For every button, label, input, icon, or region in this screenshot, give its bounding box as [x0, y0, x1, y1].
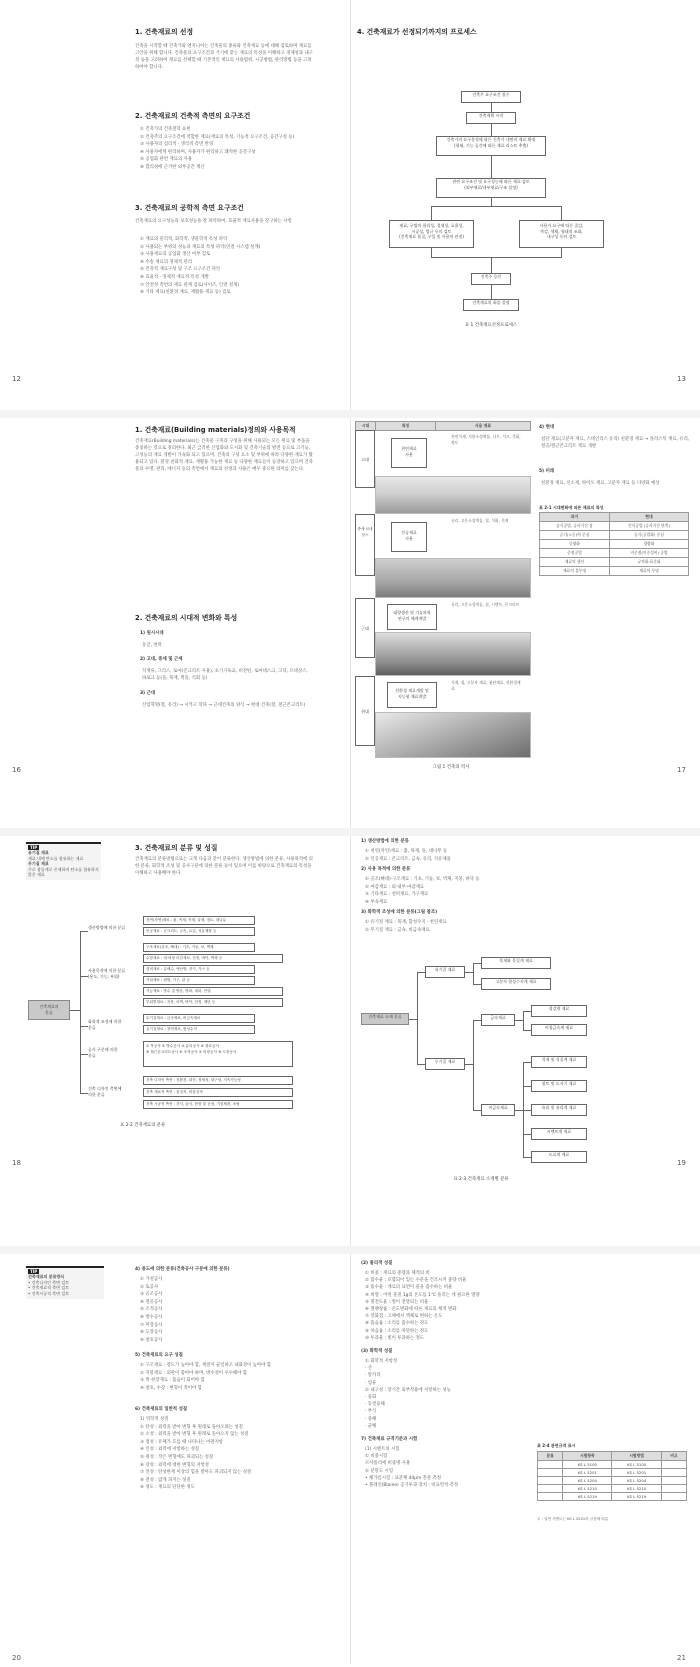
tree-connector [80, 976, 88, 977]
list-item: ⑥ 효율적 · 경제적 재료적 특성 개발 [140, 274, 209, 280]
list-item: ⑧ 기타 재료(친환경 재료, 재활용 재료 등) 검토 [140, 290, 231, 296]
list-item: · 균해 [365, 1423, 377, 1429]
era-label: 고대 [355, 430, 375, 488]
table-cell: KS L 5204 [563, 1477, 612, 1485]
table-cell: 공기(노동)력 중심 [540, 531, 610, 540]
tree-connector [70, 1010, 80, 1011]
list-item: ④ 인성 : 외력에 저항하는 성질 [140, 1447, 200, 1453]
list-item: ② 소성 : 외력을 받아 변형 후 원래로 돌아오지 않는 성질 [140, 1432, 249, 1438]
requirement-list [140, 126, 315, 172]
era-materials: 석재, 철, 고분자 재료, 첨단재료, 친환경재료 [451, 680, 521, 691]
table-row [540, 567, 689, 576]
list-item: · 동결융해 [365, 1402, 385, 1408]
page-13 [350, 0, 700, 410]
photo-contemporary-building [375, 712, 531, 758]
table-cell: KS L 5219 [612, 1493, 661, 1501]
list-item: ③ 사용재료의 공업화 생산 여부 검토 [140, 252, 211, 258]
tip-item: • 건축시공적 측면 검토 [28, 1290, 69, 1296]
tree-leaf: 구조재료(골조, 뼈대) : 기초, 기둥, 보, 벽체 [143, 943, 255, 952]
table-header: 시대 [356, 422, 376, 431]
tree-connector [515, 1020, 523, 1021]
tree-connector [473, 1110, 481, 1111]
table-cell: 습식공법, 공사기간 장 [540, 522, 610, 531]
list-item: ⑨ 창호공사 [140, 1337, 163, 1343]
tip-item: • 건축재료적 측면 검토 [28, 1285, 69, 1291]
section-text: 건축을 시작할 때 건축가와 엔지니어는 건축물의 종류와 건축재료 등에 대해 검토하며 재료를 고안을 위해 합니다. 건축물의 요구조건과 거기에 맞는 재료의 특성을 이해하고 경제성과 내구성 등을 고려하여 재료를 선택할 때 기본적인 재료의 사용범위, 시공방법, 관리방법 등을 고려하여야 합니다. [135, 44, 313, 71]
tree-leaf: 부위별재료 : 지붕, 외벽, 바닥, 천정, 계단 등 [143, 998, 283, 1007]
tree-leaf: 도료계 재료 [531, 1151, 587, 1163]
subsection-text: 친환경 재료, 신소재, 바이오 재료, 고분자 재료 등 다양화 예상 [541, 481, 660, 486]
table-row [538, 1493, 687, 1501]
tree-connector [473, 984, 481, 985]
list-item: ① 탄성 : 외력을 받아 변형 후 원래로 돌아오려는 성질 [140, 1424, 243, 1430]
list-item: ⑨ 차음률 : 소리를 차단하는 정도 [365, 1328, 429, 1334]
list-item: · 풍화 [365, 1395, 377, 1401]
era-label: 중세·르네상스 [355, 514, 375, 576]
subsection-title: 7) 건축재료 규격기준과 시험 [361, 1437, 418, 1442]
tree-connector [417, 972, 418, 1064]
tip-item: 무기질 재료 [28, 861, 49, 867]
table-row [540, 531, 689, 540]
tree-branch: 건축 디자인 측면에 의한 분류 [88, 1086, 140, 1102]
list-item: ① 천연(자연)재료 : 흙, 목재, 돌, 대나무 등 [365, 849, 448, 854]
tree-leaf: 철강계 재료 [531, 1005, 587, 1017]
figure-caption: 표 2-2 건축재료의 분류 [120, 1123, 166, 1128]
section-title: 4. 건축재료가 선정되기까지의 프로세스 [357, 28, 477, 36]
era-label: 근대 [355, 598, 375, 658]
table-cell: 규격화·표준화 [609, 558, 688, 567]
tip-item: • 건축디자인 측면 검토 [28, 1279, 69, 1285]
list-item: ① 가설공사 [140, 1277, 163, 1282]
tree-connector [417, 1064, 425, 1065]
list-item: ② 인공재료 : 콘크리트, 금속, 유리, 석유제품 [365, 856, 451, 862]
era-materials: 유리, 고온소성벽돌, 철, 시멘트, 콘크리트 [451, 602, 520, 607]
page-number: 19 [677, 1159, 686, 1167]
spread-2 [0, 418, 700, 828]
tip-item: 유기질 재료 [28, 850, 49, 856]
tree-leaf: 설비재료 : 급배수, 냉난방, 전기, 가스 등 [143, 965, 255, 974]
usage-list [140, 1276, 310, 1344]
list-item: ② 건축주의 요구조건에 적합한 재료(재료의 특성, 기능적 요구조건, 공간구성 등) [140, 134, 295, 140]
photo-pyramids [375, 476, 531, 514]
flow-step: 건축가의 요구분석에 따른 건축가 내면의 재료 확정 (형태, 기능 공간에 따른 재료 리스트 추출) [436, 136, 546, 156]
list-item: ④ 부속재료 [365, 899, 388, 905]
table-cell: KS L 5219 [563, 1493, 612, 1501]
list-item: ③ 사용자의 심리적 · 생리적 측면 반영 [140, 142, 214, 148]
list-item: ⑥ 방수공사 [140, 1314, 163, 1320]
subsection-text: 석재류, 그리스, 로마(콘크리트 사용), 초기기독교, 비잔틴, 로마네스크, 고딕, 르네상스, 바로크 등(돌, 목재, 벽돌, 석회 등) [142, 669, 308, 682]
list-item: • 체가름시험 : 표준체 44μm 잔분 측정 [365, 1475, 441, 1481]
table-title: 표 2-4 관련규격 표시 [537, 1443, 576, 1448]
section-text: 건축재료(Building materials)는 건축물 구축과 구성을 위해 사용되는 모든 원료 및 부품을 총칭하는 것으로 정의한다. 최근 급격한 산업화와 도시화 및 건축기술의 발전 등으로 고기능, 고성능의 재료 개발이 가속화 되고 있으며, 건축의 구성 요소 및 부위에 따라 다양한 재료가 활용되고 있다. 환경 친화적 재료, 재활용 가능한 재료 등 다양한 재료들이 등장하고 있으며 건축물의 수명, 관리, 에너지 등의 측면에서 재료의 선정과 사용은 매우 중요한 의미를 갖는다. [135, 439, 313, 473]
subsection-text: 산업혁명(철, 유리) → 시카고 학파 → 근대건축의 양식 → 현대 건축(철, 철근콘크리트) [142, 703, 306, 708]
section-title: 1. 건축재료의 선정 [135, 28, 194, 36]
page-number: 20 [12, 1654, 21, 1662]
tree-leaf: 수장재료 : 내·외장 마감재료, 천정, 바닥, 벽체 등 [143, 954, 283, 963]
list-item: ② 마감재료 : 외·내부 마감재료 [365, 884, 425, 890]
property-list [365, 1270, 565, 1342]
list-item: ② 지붕재료 : 외관이 좋아야 하며, 방수성이 우수해야 함 [140, 1370, 248, 1376]
tree-branch: 사용목적에 의한 분류 (용도, 기능, 부위) [88, 968, 140, 986]
list-item: ⑤ 건축적 재료구성 및 구조 요구조건 파악 [140, 267, 221, 273]
classification-list [365, 876, 545, 906]
spread-4 [0, 1254, 700, 1667]
tree-branch: 공사 구분에 의한 분류 [88, 1047, 140, 1063]
flow-step: 건축주 승인 [471, 273, 511, 285]
list-item: ⑧ 흡음률 : 소리를 흡수하는 정도 [365, 1321, 429, 1327]
flow-connector [431, 206, 561, 207]
era-feature: 친환경 재료개발 및 지능형 재료개발 [387, 682, 437, 708]
tree-connector [523, 1011, 524, 1030]
list-item: ① 골조(뼈대)·구조재료 : 기초, 기둥, 보, 벽체, 지붕, 바닥 등 [365, 877, 480, 882]
tree-connector [465, 972, 473, 973]
property-list [365, 1358, 565, 1430]
list-item: ⑧ 전성 : 얇게 펴지는 성질 [140, 1477, 191, 1483]
subsection-title: 2) 고대, 중세 및 근세 [140, 657, 183, 662]
flow-connector [491, 124, 492, 136]
table-cell: KS L 5204 [612, 1477, 661, 1485]
tree-node: 금속재료 [481, 1014, 515, 1026]
subsection-title: 6) 건축재료의 일반적 성질 [135, 1407, 188, 1412]
figure-caption: 표 2-3 건축재료 소재별 분류 [453, 1177, 509, 1182]
table-header: 분류 [538, 1452, 563, 1461]
page-number: 16 [12, 766, 21, 774]
page-20 [0, 1254, 350, 1664]
table-row [540, 540, 689, 549]
tree-branch: 화학적 조성에 의한 분류 [88, 1019, 140, 1035]
list-item: ② 내구성 : 장기간 외부작용에 저항하는 성능 [365, 1387, 451, 1393]
flow-connector [431, 257, 562, 258]
tree-leaf: 시멘트계 재료 [531, 1128, 587, 1140]
list-item: ② 사용되는 부위의 성능과 재료의 특성 파악(연결 시스템 설계) [140, 244, 261, 250]
subsection-title: 2) 사용 목적에 의한 분류 [361, 867, 411, 872]
subsection-title: 4) 현대 [539, 425, 555, 430]
page-19 [350, 836, 700, 1246]
tree-leaf: 석재 및 석질계 재료 [531, 1056, 587, 1068]
subsection-title: 3) 화학적 조성에 의한 분류(그림 참조) [361, 910, 438, 915]
era-feature: 인공재료 사용 [391, 522, 427, 552]
list-item: ⑤ 공업화 관련 재료의 사용 [140, 157, 192, 163]
subsection-title: 1) 생산방법에 의한 분류 [361, 839, 409, 844]
table-title: 표 2-1 시대변화에 따른 재료의 특성 [539, 505, 604, 510]
tip-item: 건축재료의 분류방식 [28, 1274, 65, 1280]
tip-box [26, 842, 101, 880]
table-row [540, 558, 689, 567]
flow-connector [431, 206, 432, 220]
tree-root: 건축재료 소재 분류 [361, 1013, 409, 1025]
tree-leaf: 유리 및 유리계 재료 [531, 1104, 587, 1116]
table-header: 현대 [609, 513, 688, 522]
flow-step: 재료, 구법의 합리성, 경제성, 효율성, 시공성, 법규 등의 검토 (건축재료 품질, 구입 및 사용처 관점) [389, 220, 474, 248]
subsection-text: 동굴, 천막 [142, 643, 162, 648]
subsection-title: 4) 용도에 의한 분류(건축공사 구분에 의한 분류) [135, 1267, 230, 1272]
flow-connector [561, 248, 562, 257]
table-row [538, 1461, 687, 1469]
list-item: 1) 역학적 성질 [140, 1417, 169, 1422]
table-cell: 재료의 투명 [609, 567, 688, 576]
tree-node: 무기질 재료 [425, 1058, 465, 1070]
tree-leaf: 비철금속계 재료 [531, 1024, 587, 1036]
tree-leaf: 고분자 합성수지계 재료 [481, 978, 551, 990]
list-item: ⑦ 연화점 : 고체에서 액체로 변하는 온도 [365, 1314, 443, 1320]
flow-step: 사용자 요구에 따른 질감, 촉감, 색채, 형태적 조화, 내구성 등의 검토 [519, 220, 604, 248]
tree-connector [523, 1157, 531, 1158]
page-21 [350, 1254, 700, 1664]
list-item: ④ 비열 : 어떤 물질 1g의 온도를 1℃ 올리는 데 필요한 열량 [365, 1292, 480, 1298]
page-18 [0, 836, 350, 1246]
subsection-title: 5) 건축재료의 요구 성질 [135, 1353, 183, 1358]
tree-leaf: 무기질재료 : 금속재료, 비금속재료 [143, 1014, 255, 1023]
list-item: ① 화학적 저항성 [365, 1359, 398, 1364]
era-feature: 천연재료 사용 [391, 438, 427, 468]
list-item: ③ 점성 : 유체가 흐를 때 나타나는 마찰저항 [140, 1439, 224, 1445]
subsection-title: 3) 근대 [140, 691, 156, 696]
table-row [538, 1485, 687, 1493]
subsection-title: 5) 미래 [539, 469, 555, 474]
list-item: ⑥ 합리성에 근거한 외부공간 계산 [140, 164, 205, 170]
table-header: 시험방법 [612, 1452, 661, 1461]
tree-connector [80, 1093, 88, 1094]
tree-connector [465, 1064, 473, 1065]
tree-leaf: 천연(자연)재료 : 흙, 목재, 석재, 골재, 점토, 대나무 [143, 916, 255, 925]
table-cell: 경량화 [609, 540, 688, 549]
list-item: ⑩ 투과율 : 빛이 투과하는 정도 [365, 1335, 425, 1341]
era-feature: 대량생산 및 기술과학 연구의 체계개발 [387, 604, 437, 630]
list-item: ① 비중 : 재료의 중량과 체적의 비 [365, 1271, 430, 1276]
list-item: ① 구조재료 : 강도가 높아야 함, 재질이 균일하고 내화성이 높아야 함 [140, 1363, 272, 1368]
requirement-list [140, 236, 315, 297]
page-number: 13 [677, 375, 686, 383]
subsection-title: 1) 원시시대 [140, 631, 164, 636]
requirement-list [140, 1362, 316, 1392]
table-row [540, 549, 689, 558]
tree-leaf: 인공재료 : 콘크리트, 금속, 요업, 석유제품 등 [143, 927, 255, 936]
table-cell: KS L 5100 [563, 1461, 612, 1469]
flow-step: 관련 요구조건 및 요구성능에 따른 재료 검토 (외부재료/내부재료/구조 설정) [436, 178, 546, 198]
table-row [538, 1477, 687, 1485]
table-header: 시험항목 [563, 1452, 612, 1461]
section-title: 1. 건축재료(Building materials)정의와 사용목적 [135, 426, 296, 434]
era-materials: 천연석재, 지붕소성벽돌, 나무, 석고, 석회, 점토 [451, 434, 521, 445]
test-list [365, 1446, 535, 1489]
list-item: ⑦ 연성 : 탄성한계 이상의 힘을 받아도 파괴되지 않는 성질 [140, 1470, 252, 1476]
section-title: 2. 건축재료의 시대적 변화와 특성 [135, 614, 238, 622]
list-item: ④ 수송 재료의 경제적 관리 [140, 259, 192, 265]
tree-connector [80, 931, 81, 1093]
tree-leaf: 건축 재료적 측면 : 물질적, 비물질적 [143, 1088, 293, 1097]
page-16 [0, 418, 350, 828]
tip-title: TIP [30, 1269, 38, 1274]
list-item: ⑧ 도장공사 [140, 1330, 163, 1336]
classification-list [365, 848, 545, 863]
tree-leaf: ① 목공사 ② 방수공사 ③ 유리공사 ④ 창호공사 ⑤ 철근콘크리트공사 ⑥ 조적공사 ⑦ 미장공사 ⑧ 도장공사 [143, 1041, 293, 1067]
tree-connector [80, 1054, 88, 1055]
page-12 [0, 0, 350, 410]
page-17 [350, 418, 700, 828]
list-item: ① 유기질 재료 : 목재, 합성수지 · 천연재료 [365, 920, 447, 925]
tree-connector [80, 1026, 88, 1027]
spread-1 [0, 0, 700, 410]
tree-connector [523, 1110, 531, 1111]
tree-connector [523, 1134, 531, 1135]
list-item: ⑤ 열전도율 : 열이 전달되는 비율 [365, 1299, 429, 1305]
list-item: ⑥ 강성 : 외력에 대한 변형의 저항성 [140, 1462, 209, 1468]
tree-connector [473, 1020, 474, 1110]
tree-leaf: 점토 및 도자기 재료 [531, 1080, 587, 1092]
tree-connector [80, 931, 88, 932]
list-item: • 블레인(Blaine) 공기투과 장치 : 비표면적 측정 [365, 1483, 459, 1489]
list-item: · 염류 [365, 1380, 377, 1386]
tree-node: 유기질 재료 [425, 966, 465, 978]
list-item: ① 비중시험 [365, 1454, 388, 1460]
tree-leaf: 유기질재료 : 천연재료, 합성수지 [143, 1025, 255, 1034]
tree-branch: 생산방법에 의한 분류 [88, 925, 134, 937]
tree-connector [473, 1020, 481, 1021]
table-cell: KS L 5210 [563, 1485, 612, 1493]
tree-connector [523, 1030, 531, 1031]
table-cell: KS L 5100 [612, 1461, 661, 1469]
section-title: 3. 건축재료의 공학적 측면 요구조건 [135, 204, 244, 212]
list-item: · 산 [365, 1366, 373, 1372]
property-list [140, 1416, 316, 1492]
tree-connector [473, 963, 481, 964]
list-item: ④ 사용자에게 편리하며, 사용자가 편리하고 쾌적한 공간구성 [140, 149, 256, 155]
table-row [540, 522, 689, 531]
list-item: ⑤ 조적공사 [140, 1307, 163, 1313]
table-cell: KS L 5210 [612, 1485, 661, 1493]
table-cell: 재료의 생산 [540, 558, 610, 567]
list-item: · 부식 [365, 1409, 377, 1415]
table-cell: 건식공법 (공사기간 단축) [609, 522, 688, 531]
photo-medieval-buildings [375, 558, 531, 598]
table-cell: 비중점(이중설비) 공법 [609, 549, 688, 558]
photo-modern-buildings [375, 632, 531, 676]
tip-item: 주로 광물계로 존재하며 탄소를 함유하지 않은 재료 [28, 866, 99, 878]
list-item: ⑦ 안전성 측면의 재료 관계 검토(사이즈, 안전 설계) [140, 282, 240, 288]
table-note: 주 : 일반 시멘트는 KS L 5201의 규정에 따름 [537, 1517, 609, 1521]
list-item: ② 토공사 [140, 1284, 159, 1290]
tree-node: 비금속재료 [481, 1104, 515, 1116]
table-cell: 재료의 불투명 [540, 567, 610, 576]
section-title: 3. 건축재료의 분류 및 성질 [135, 844, 218, 852]
list-item: ② 무기질 재료 : 금속, 비금속재료 [365, 927, 430, 933]
tip-title: TIP [30, 845, 38, 850]
list-item: ① 건축가의 건축철학 표현 [140, 127, 191, 132]
tree-connector [515, 1110, 523, 1111]
table-cell: 중점공법 [540, 549, 610, 558]
table-header: 특징 [376, 422, 436, 431]
era-table-header [355, 421, 531, 431]
table-header: 과거 [540, 513, 610, 522]
tip-box [26, 1266, 104, 1299]
list-item: ① 재료의 물리적, 화학적, 생물학적 특성 파악 [140, 237, 228, 242]
list-item: ③ 골조공사 [140, 1292, 163, 1298]
spread-3 [0, 836, 700, 1246]
list-item: 르샤틀리에 비중병 사용 [365, 1461, 411, 1467]
flow-step: 건축계획 시작 [466, 112, 516, 124]
tree-connector [417, 972, 425, 973]
era-comparison-table [539, 512, 689, 576]
list-item: ② 분말도 시험 [365, 1468, 393, 1474]
classification-list [365, 919, 545, 934]
table-row [538, 1469, 687, 1477]
tree-connector [523, 1086, 531, 1087]
list-item: · 알카리 [365, 1373, 381, 1379]
flow-connector [491, 285, 492, 299]
page-number: 12 [12, 375, 21, 383]
flow-connector [491, 257, 492, 273]
subsection-title: (2) 물리적 성질 [361, 1261, 393, 1266]
page-number: 21 [677, 1654, 686, 1662]
section-text: 건축재료의 요구성능과 보호성능을 잘 파악하여, 효율적 재료사용을 강구하는 사항 [135, 219, 292, 224]
flow-connector [491, 156, 492, 178]
era-materials: 유리, 고온소성벽돌, 철, 석회, 석재 [451, 518, 509, 523]
flow-step: 건축주 요구조건 접수 [461, 91, 521, 103]
list-item: ⑤ 취성 : 작은 변형에도 파괴되는 성질 [140, 1454, 214, 1460]
page-number: 18 [12, 1159, 21, 1167]
tree-connector [473, 963, 474, 984]
flow-connector [491, 198, 492, 206]
flow-step: 건축재료의 최종 결정 [463, 299, 519, 311]
list-item: ③ 기타재료 : 설비재료, 가구재료 [365, 892, 429, 898]
table-cell: KS L 5201 [563, 1469, 612, 1477]
tree-leaf: 기타재료 : 접합, 가구, 관 등 [143, 976, 255, 985]
list-item: ④ 철골공사 [140, 1299, 163, 1305]
tree-leaf: 건축 시공적 측면 : 건식, 습식, 현장 및 공장, 기성제품, 조립 [143, 1100, 293, 1109]
list-item: ⑦ 미장공사 [140, 1322, 163, 1328]
tree-root: 건축재료의 분류 [28, 1000, 70, 1020]
list-item: ⑨ 경도 : 재료의 단단한 정도 [140, 1485, 195, 1491]
table-header: 비고 [661, 1452, 686, 1461]
table-header: 사용 재료 [436, 422, 531, 431]
tree-connector [409, 1019, 417, 1020]
list-item: ② 함수율 : 포함되어 있는 수분을 건조시켜 중량 비율 [365, 1278, 467, 1284]
list-item: ④ 창호, 수장 : 변형이 적어야 함 [140, 1385, 202, 1391]
list-item: ⑥ 열팽창률 : 온도변화에 따른 재료의 체적 변화 [365, 1307, 457, 1313]
list-item: ③ 흡수율 : 재료의 표면이 물을 흡수하는 비율 [365, 1285, 453, 1291]
list-item: · 충해 [365, 1416, 377, 1422]
tree-connector [523, 1062, 531, 1063]
table-cell: KS L 5201 [612, 1469, 661, 1477]
subsection-title: (3) 화학적 성질 [361, 1349, 393, 1354]
figure-caption: 그림 1 건축의 역사 [432, 765, 470, 770]
table-cell: 공기(공업화) 중심 [609, 531, 688, 540]
list-item: (1) 시멘트의 시험 [365, 1447, 400, 1452]
flow-connector [431, 248, 432, 257]
tip-item: 재료 내에 탄소를 함유하는 재료 [28, 855, 84, 861]
flow-connector [491, 103, 492, 112]
page-number: 17 [677, 766, 686, 774]
tree-leaf: 기능재료 : 방수 및 방음, 방화, 내화, 단열 [143, 987, 283, 996]
list-item: ③ 벽·천장재료 : 흡음이 되어야 함 [140, 1378, 205, 1384]
subsection-text: 첨단 재료(고분자 재료, 스테인리스 유리) 친환경 재료 → 플라스틱 재료, 유리, 철골/철근콘크리트 재료 개발 [541, 437, 690, 450]
flow-connector [561, 206, 562, 220]
section-title: 2. 건축재료의 건축적 측면의 요구조건 [135, 112, 251, 120]
era-label: 현대 [355, 676, 375, 746]
tree-connector [523, 1011, 531, 1012]
tree-leaf: 건축 디자인 측면 : 친환경, 내진, 경제성, 내구성, 지속가능성 [143, 1076, 293, 1085]
table-cell: 중량화 [540, 540, 610, 549]
section-text: 건축재료의 분류방법으로는 크게 다음과 같이 분류한다. 생산방법에 의한 분류, 사용목적에 의한 분류, 화학적 조성 및 공사구분에 의한 분류 등이 있으며 이를 바탕으로 건축재료의 특성을 이해하고 사용해야 한다. [135, 857, 313, 877]
tree-leaf: 목재와 목질계 재료 [481, 957, 551, 969]
standards-table [537, 1451, 687, 1501]
figure-caption: 표 1 건축재료선정프로세스 [464, 323, 518, 328]
